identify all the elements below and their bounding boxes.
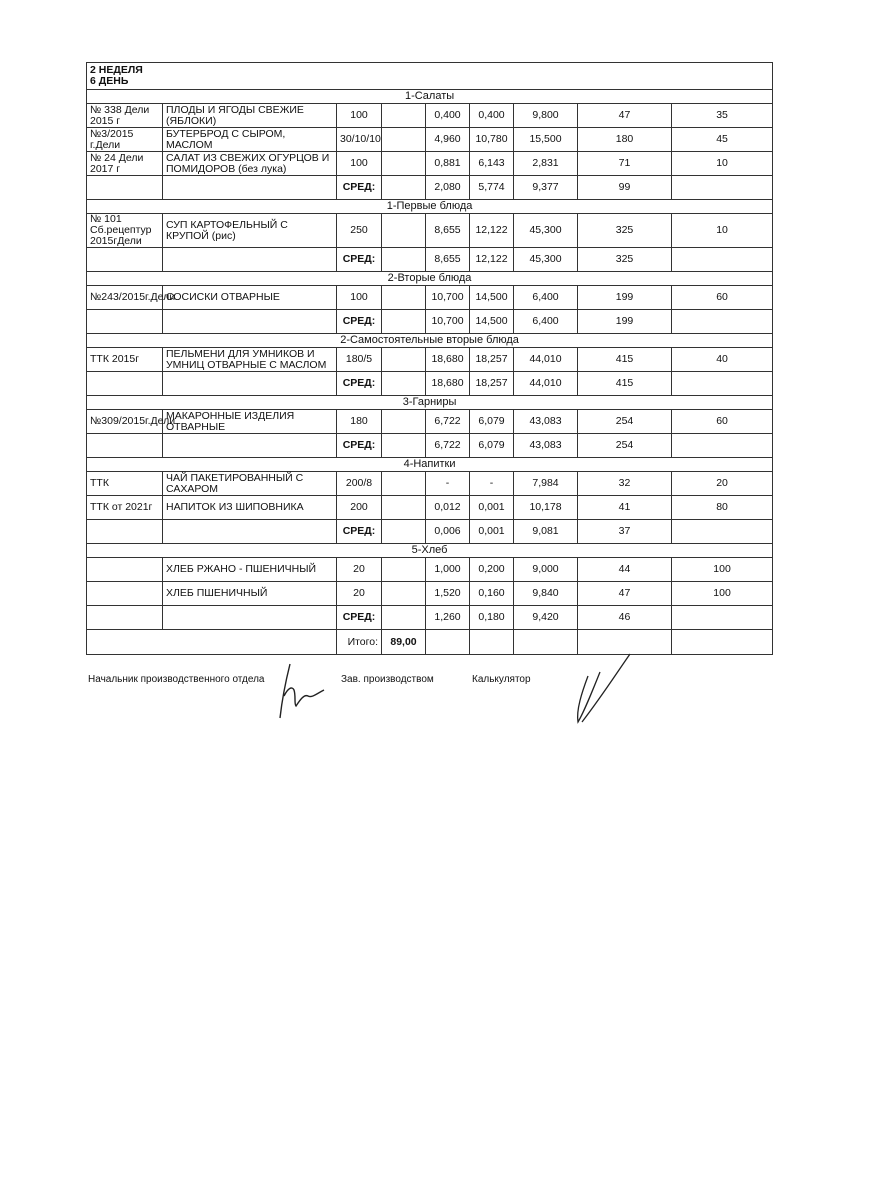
protein: - (426, 472, 470, 496)
portion: 20 (337, 558, 382, 582)
section-title: 1-Салаты (87, 90, 773, 104)
avg-vitamin-c (672, 434, 773, 458)
avg-fat: 0,180 (470, 606, 514, 630)
section-title: 3-Гарниры (87, 396, 773, 410)
dish-name: СУП КАРТОФЕЛЬНЫЙ С КРУПОЙ (рис) (163, 214, 337, 248)
price (382, 410, 426, 434)
avg-carbs: 9,377 (514, 176, 578, 200)
avg-carbs: 45,300 (514, 248, 578, 272)
empty-cell (672, 630, 773, 655)
portion: 250 (337, 214, 382, 248)
fat: 6,079 (470, 410, 514, 434)
dish-name: САЛАТ ИЗ СВЕЖИХ ОГУРЦОВ И ПОМИДОРОВ (без лука) (163, 152, 337, 176)
fat: 0,160 (470, 582, 514, 606)
table-row (87, 286, 773, 310)
protein: 4,960 (426, 128, 470, 152)
energy-kcal: 199 (578, 286, 672, 310)
average-label: СРЕД: (337, 372, 382, 396)
average-row (87, 606, 773, 630)
energy-kcal: 325 (578, 214, 672, 248)
dish-name: ХЛЕБ ПШЕНИЧНЫЙ (163, 582, 337, 606)
portion: 180 (337, 410, 382, 434)
empty-cell (382, 372, 426, 396)
total-row (87, 630, 773, 655)
avg-carbs: 6,400 (514, 310, 578, 334)
carbs: 45,300 (514, 214, 578, 248)
price (382, 286, 426, 310)
table-row (87, 558, 773, 582)
empty-cell (382, 248, 426, 272)
empty-cell (163, 248, 337, 272)
price (382, 348, 426, 372)
avg-fat: 12,122 (470, 248, 514, 272)
avg-vitamin-c (672, 520, 773, 544)
empty-cell (382, 310, 426, 334)
section-row (87, 200, 773, 214)
empty-cell (87, 248, 163, 272)
dish-name: ПЕЛЬМЕНИ ДЛЯ УМНИКОВ И УМНИЦ ОТВАРНЫЕ С МАСЛОМ (163, 348, 337, 372)
avg-energy-kcal: 199 (578, 310, 672, 334)
handwritten-signature-2 (566, 652, 636, 726)
avg-protein: 6,722 (426, 434, 470, 458)
price (382, 582, 426, 606)
empty-cell (382, 520, 426, 544)
price (382, 472, 426, 496)
portion: 180/5 (337, 348, 382, 372)
carbs: 9,840 (514, 582, 578, 606)
handwritten-signature-1 (272, 660, 332, 722)
average-row (87, 372, 773, 396)
protein: 1,000 (426, 558, 470, 582)
avg-vitamin-c (672, 310, 773, 334)
average-label: СРЕД: (337, 310, 382, 334)
portion: 100 (337, 152, 382, 176)
carbs: 2,831 (514, 152, 578, 176)
protein: 10,700 (426, 286, 470, 310)
avg-fat: 0,001 (470, 520, 514, 544)
dish-name: СОСИСКИ ОТВАРНЫЕ (163, 286, 337, 310)
price (382, 496, 426, 520)
empty-cell (163, 520, 337, 544)
recipe-code (87, 582, 163, 606)
empty-cell (87, 520, 163, 544)
table-row (87, 152, 773, 176)
fat: 0,200 (470, 558, 514, 582)
average-row (87, 520, 773, 544)
average-label: СРЕД: (337, 176, 382, 200)
protein: 18,680 (426, 348, 470, 372)
avg-energy-kcal: 46 (578, 606, 672, 630)
empty-cell (87, 630, 337, 655)
empty-cell (163, 310, 337, 334)
recipe-code (87, 558, 163, 582)
protein: 1,520 (426, 582, 470, 606)
vitamin-c: 80 (672, 496, 773, 520)
average-row (87, 434, 773, 458)
vitamin-c: 20 (672, 472, 773, 496)
section-title: 2-Вторые блюда (87, 272, 773, 286)
vitamin-c: 45 (672, 128, 773, 152)
empty-cell (426, 630, 470, 655)
recipe-code: ТТК от 2021г (87, 496, 163, 520)
fat: - (470, 472, 514, 496)
dish-name: МАКАРОННЫЕ ИЗДЕЛИЯ ОТВАРНЫЕ (163, 410, 337, 434)
vitamin-c: 60 (672, 286, 773, 310)
avg-carbs: 43,083 (514, 434, 578, 458)
recipe-code: ТТК 2015г (87, 348, 163, 372)
average-row (87, 248, 773, 272)
fat: 10,780 (470, 128, 514, 152)
empty-cell (163, 606, 337, 630)
empty-cell (382, 176, 426, 200)
fat: 14,500 (470, 286, 514, 310)
table-row (87, 128, 773, 152)
fat: 18,257 (470, 348, 514, 372)
protein: 0,881 (426, 152, 470, 176)
avg-energy-kcal: 325 (578, 248, 672, 272)
price (382, 214, 426, 248)
section-title: 1-Первые блюда (87, 200, 773, 214)
protein: 0,012 (426, 496, 470, 520)
avg-energy-kcal: 254 (578, 434, 672, 458)
total-label: Итого: (337, 630, 382, 655)
menu-sheet (86, 62, 772, 655)
vitamin-c: 10 (672, 152, 773, 176)
avg-vitamin-c (672, 372, 773, 396)
portion: 100 (337, 104, 382, 128)
carbs: 6,400 (514, 286, 578, 310)
recipe-code: № 338 Дели 2015 г (87, 104, 163, 128)
empty-cell (382, 434, 426, 458)
section-row (87, 544, 773, 558)
average-label: СРЕД: (337, 520, 382, 544)
protein: 8,655 (426, 214, 470, 248)
avg-carbs: 9,420 (514, 606, 578, 630)
energy-kcal: 47 (578, 104, 672, 128)
total-value: 89,00 (382, 630, 426, 655)
price (382, 558, 426, 582)
empty-cell (163, 372, 337, 396)
avg-protein: 2,080 (426, 176, 470, 200)
dish-name: ХЛЕБ РЖАНО - ПШЕНИЧНЫЙ (163, 558, 337, 582)
dish-name: БУТЕРБРОД С СЫРОМ, МАСЛОМ (163, 128, 337, 152)
price (382, 104, 426, 128)
menu-header (87, 63, 773, 90)
average-label: СРЕД: (337, 434, 382, 458)
table-row (87, 472, 773, 496)
empty-cell (163, 434, 337, 458)
energy-kcal: 41 (578, 496, 672, 520)
energy-kcal: 44 (578, 558, 672, 582)
empty-cell (578, 630, 672, 655)
portion: 200/8 (337, 472, 382, 496)
carbs: 9,800 (514, 104, 578, 128)
average-label: СРЕД: (337, 606, 382, 630)
empty-cell (382, 606, 426, 630)
vitamin-c: 100 (672, 582, 773, 606)
protein: 0,400 (426, 104, 470, 128)
carbs: 7,984 (514, 472, 578, 496)
avg-fat: 5,774 (470, 176, 514, 200)
vitamin-c: 60 (672, 410, 773, 434)
avg-vitamin-c (672, 248, 773, 272)
recipe-code: №3/2015 г.Дели (87, 128, 163, 152)
fat: 0,400 (470, 104, 514, 128)
price (382, 128, 426, 152)
price (382, 152, 426, 176)
avg-vitamin-c (672, 606, 773, 630)
section-row (87, 272, 773, 286)
empty-cell (87, 176, 163, 200)
table-row (87, 582, 773, 606)
avg-energy-kcal: 37 (578, 520, 672, 544)
average-row (87, 176, 773, 200)
signature-head-label: Начальник производственного отдела (88, 674, 265, 685)
portion: 20 (337, 582, 382, 606)
section-row (87, 458, 773, 472)
signature-calculator-label: Калькулятор (472, 674, 531, 685)
portion: 30/10/10 (337, 128, 382, 152)
portion: 200 (337, 496, 382, 520)
vitamin-c: 40 (672, 348, 773, 372)
carbs: 44,010 (514, 348, 578, 372)
carbs: 43,083 (514, 410, 578, 434)
section-title: 5-Хлеб (87, 544, 773, 558)
recipe-code: №243/2015г.Дели (87, 286, 163, 310)
avg-vitamin-c (672, 176, 773, 200)
portion: 100 (337, 286, 382, 310)
energy-kcal: 254 (578, 410, 672, 434)
energy-kcal: 180 (578, 128, 672, 152)
dish-name: ЧАЙ ПАКЕТИРОВАННЫЙ С САХАРОМ (163, 472, 337, 496)
avg-energy-kcal: 415 (578, 372, 672, 396)
avg-energy-kcal: 99 (578, 176, 672, 200)
avg-fat: 18,257 (470, 372, 514, 396)
recipe-code: № 101 Сб.рецептур 2015гДели (87, 214, 163, 248)
section-title: 2-Самостоятельные вторые блюда (87, 334, 773, 348)
fat: 0,001 (470, 496, 514, 520)
table-row (87, 496, 773, 520)
section-row (87, 90, 773, 104)
vitamin-c: 10 (672, 214, 773, 248)
avg-protein: 1,260 (426, 606, 470, 630)
table-row (87, 348, 773, 372)
carbs: 10,178 (514, 496, 578, 520)
table-row (87, 214, 773, 248)
signature-manager-label: Зав. производством (341, 674, 434, 685)
fat: 6,143 (470, 152, 514, 176)
protein: 6,722 (426, 410, 470, 434)
empty-cell (470, 630, 514, 655)
carbs: 9,000 (514, 558, 578, 582)
avg-protein: 10,700 (426, 310, 470, 334)
avg-protein: 18,680 (426, 372, 470, 396)
energy-kcal: 47 (578, 582, 672, 606)
avg-protein: 8,655 (426, 248, 470, 272)
carbs: 15,500 (514, 128, 578, 152)
menu-table (86, 62, 773, 655)
avg-carbs: 44,010 (514, 372, 578, 396)
empty-cell (514, 630, 578, 655)
energy-kcal: 71 (578, 152, 672, 176)
empty-cell (87, 434, 163, 458)
dish-name: ПЛОДЫ И ЯГОДЫ СВЕЖИЕ (ЯБЛОКИ) (163, 104, 337, 128)
dish-name: НАПИТОК ИЗ ШИПОВНИКА (163, 496, 337, 520)
average-row (87, 310, 773, 334)
fat: 12,122 (470, 214, 514, 248)
empty-cell (87, 372, 163, 396)
avg-fat: 6,079 (470, 434, 514, 458)
energy-kcal: 415 (578, 348, 672, 372)
table-row (87, 410, 773, 434)
section-row (87, 334, 773, 348)
week-label: 2 НЕДЕЛЯ (90, 64, 143, 76)
recipe-code: №309/2015г.Дели (87, 410, 163, 434)
energy-kcal: 32 (578, 472, 672, 496)
recipe-code: № 24 Дели 2017 г (87, 152, 163, 176)
empty-cell (87, 606, 163, 630)
section-title: 4-Напитки (87, 458, 773, 472)
avg-carbs: 9,081 (514, 520, 578, 544)
recipe-code: ТТК (87, 472, 163, 496)
table-row (87, 104, 773, 128)
empty-cell (163, 176, 337, 200)
avg-fat: 14,500 (470, 310, 514, 334)
vitamin-c: 100 (672, 558, 773, 582)
empty-cell (87, 310, 163, 334)
day-label: 6 ДЕНЬ (90, 75, 129, 87)
section-row (87, 396, 773, 410)
avg-protein: 0,006 (426, 520, 470, 544)
average-label: СРЕД: (337, 248, 382, 272)
vitamin-c: 35 (672, 104, 773, 128)
